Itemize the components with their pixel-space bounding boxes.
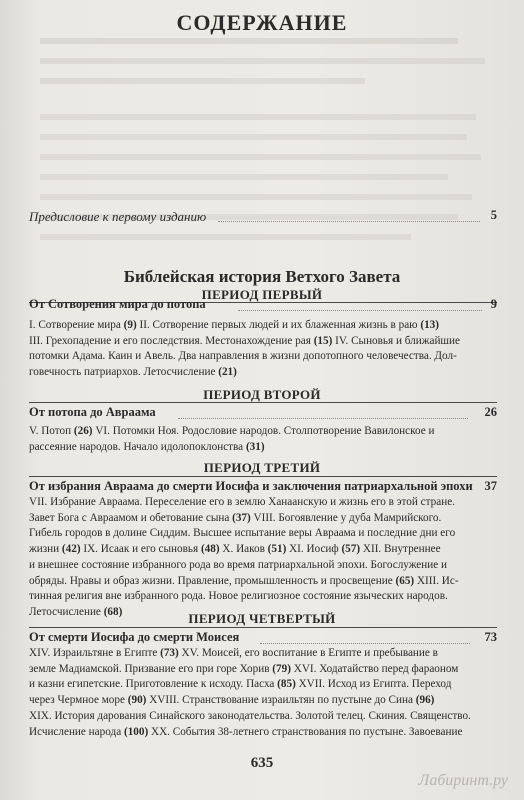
section-page: 37 <box>484 479 497 493</box>
main-title: Библейская история Ветхого Завета <box>123 267 401 286</box>
summary-line: потомки Адама. Каин и Авель. Два направления в жизни допотопного человечества. Дол- <box>29 350 457 363</box>
page-number: 635 <box>250 755 274 771</box>
summary-line: Исчисление народа (100) XX. События 38-летнего странствования по пустыне. Завоевание <box>29 725 463 738</box>
summary-line: Летосчисление (68) <box>29 605 123 618</box>
summary-line: говечность патриархов. Летосчисление (21) <box>29 366 237 379</box>
bleed-through-text <box>40 4 504 240</box>
preface-page: 5 <box>490 208 497 222</box>
leader-dots <box>218 221 480 222</box>
section-page: 73 <box>484 630 497 644</box>
summary-line: обряды. Нравы и образ жизни. Правление, промышленность и просвещение (65) XIII. Ис- <box>29 574 459 587</box>
summary-line: Завет Бога с Авраамом и обетование сына (37) VIII. Богоявление у дуба Мамрийского. <box>29 511 442 524</box>
summary-line: через Чермное море (90) XVIII. Странствование израильтян по пустыне до Сина (96) <box>29 694 435 707</box>
summary-line: XIV. Израильтяне в Египте (73) XV. Моисей, его воспитание в Египте и пребывание в <box>29 647 438 659</box>
summary-line: III. Грехопадение и его последствия. Местонахождение рая (15) IV. Сыновья и ближайшие <box>29 334 460 347</box>
summary-line: жизни (42) IX. Исаак и его сыновья (48) X. Иаков (51) XI. Иосиф (57) XII. Внутреннее <box>29 543 441 556</box>
summary-line: XIX. История дарования Синайского законодательства. Золотой телец. Скиния. Священство. <box>29 709 471 722</box>
watermark-logo: Лабиринт.ру <box>418 772 508 789</box>
preface-label[interactable]: Предисловие к первому изданию <box>29 209 207 224</box>
summary-line: V. Потоп (26) VI. Потомки Ноя. Родословие народов. Столпотворение Вавилонское и <box>29 425 435 437</box>
contents-heading: СОДЕРЖАНИЕ <box>176 10 348 35</box>
section-title[interactable]: От избрания Авраама до смерти Иосифа и заключения патриархальной эпохи <box>29 479 473 493</box>
summary-line: земле Мадиамской. Призвание его при горе Хорив (79) XVI. Ходатайство перед фараоном <box>29 662 459 675</box>
section-page: 9 <box>490 297 497 311</box>
summary-line: тинная религия вне избранного рода. Новое религиозное состояние языческих народов. <box>29 590 448 603</box>
section-summary <box>29 646 497 740</box>
divider <box>29 627 497 628</box>
summary-line: Гибель городов в долине Сиддим. Высшее испытание веры Авраама и последние дни его <box>29 527 456 540</box>
section-title[interactable]: От потопа до Авраама <box>29 405 156 419</box>
summary-line: I. Сотворение мира (9) II. Сотворение первых людей и их блаженная жизнь в раю (13) <box>29 319 439 331</box>
section-summary <box>29 424 497 455</box>
period-heading: ПЕРИОД ТРЕТИЙ <box>203 460 321 475</box>
summary-line: VII. Избрание Авраама. Переселение его в землю Ханаанскую и жизнь его в этой стране. <box>29 496 455 508</box>
leader-dots <box>260 643 470 644</box>
section-page: 26 <box>484 405 497 419</box>
leader-dots <box>178 418 468 419</box>
divider <box>29 476 497 477</box>
period-heading: ПЕРИОД ПЕРВЫЙ <box>201 287 323 302</box>
section-title[interactable]: От Сотворения мира до потопа <box>29 297 206 311</box>
period-heading: ПЕРИОД ВТОРОЙ <box>203 387 321 402</box>
period-heading: ПЕРИОД ЧЕТВЕРТЫЙ <box>188 611 336 626</box>
section-title[interactable]: От смерти Иосифа до смерти Моисея <box>29 630 240 644</box>
summary-line: и внешнее состояние избранного рода во время патриархальной эпохи. Богослужение и <box>29 558 447 571</box>
divider <box>29 402 497 403</box>
summary-line: рассеяние народов. Начало идолопоклонства (31) <box>29 440 265 453</box>
leader-dots <box>238 310 482 311</box>
section-summary <box>29 318 497 381</box>
summary-line: и казни египетские. Приготовление к исходу. Пасха (85) XVII. Исход из Египта. Переход <box>29 678 452 691</box>
section-summary <box>29 495 497 621</box>
